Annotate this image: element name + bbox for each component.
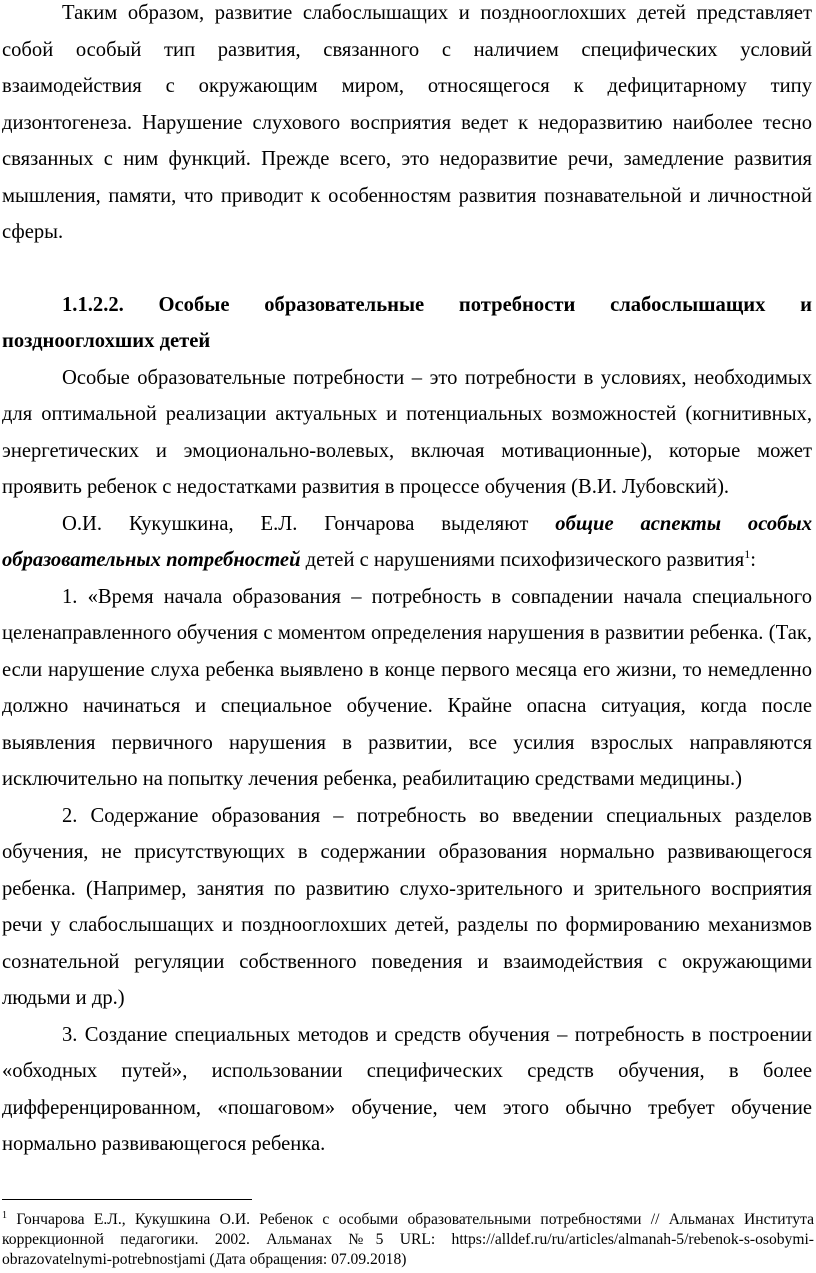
footnote [2, 1210, 814, 1270]
footnote-text: Гончарова Е.Л., Кукушкина О.И. Ребенок с особыми образовательными потребностями // Альманах Института коррекционной педагогики. 2002. Альманах №5 URL: https://alldef.ru/ru/articles/almanah-5/rebenok-s-osobymi-obrazovatelnymi-potrebnostjami (Дата обращения: 07.09.2018) [2, 1211, 814, 1268]
list-item-1: 1. «Время начала образования – потребность в совпадении начала специального целенаправленного обучения с моментом определения нарушения в развитии ребенка. (Так, если нарушение слуха ребенка выявлено в конце первого месяца его жизни, то немедленно должно начинаться и специальное обучение. Крайне опасна ситуация, когда после выявления первичного нарушения в развитии, все усилия взрослых направляются исключительно на попытку лечения ребенка, реабилитацию средствами медицины.) [2, 585, 812, 790]
footnote-mark: 1 [2, 1209, 7, 1221]
footnote-divider [2, 1199, 252, 1200]
list-item-3: 3. Создание специальных методов и средств обучения – потребность в построении «обходных путей», использовании специфических средств обучения, в более дифференцированном, «пошаговом» обучение, чем этого обычно требует обучение нормально развивающегося ребенка. [2, 1023, 812, 1155]
authors-text-before: О.И. Кукушкина, Е.Л. Гончарова выделяют [62, 512, 556, 535]
paragraph-intro: Таким образом, развитие слабослышащих и позднооглохших детей представляет собой особый тип развития, связанного с наличием специфических условий взаимодействия с окружающим миром, относящегося к дефицитарному типу дизонтогенеза. Нарушение слухового восприятия ведет к недоразвитию наиболее тесно связанных с ним функций. Прежде всего, это недоразвитие речи, замедление развития мышления, памяти, что приводит к особенностям развития познавательной и личностной сферы. [2, 2, 812, 243]
paragraph-gap [2, 251, 812, 287]
document-page [2, 0, 812, 1163]
authors-text-after: детей с нарушениями психофизического развития [300, 549, 745, 571]
authors-text-end: : [750, 549, 756, 571]
footnote-reference[interactable]: 1 [744, 547, 751, 562]
paragraph-authors [2, 506, 812, 579]
section-heading: 1.1.2.2. Особые образовательные потребности слабослышащих и позднооглохших детей [2, 293, 812, 352]
authors-emphasis: общие аспекты особых образовательных потребностей [2, 512, 812, 571]
paragraph-definition: Особые образовательные потребности – это потребности в условиях, необходимых для оптимальной реализации актуальных и потенциальных возможностей (когнитивных, энергетических и эмоционально-волевых, включая мотивационные), которые может проявить ребенок с недостатками развития в процессе обучения (В.И. Лубовский). [2, 366, 812, 498]
list-item-2: 2. Содержание образования – потребность во введении специальных разделов обучения, не присутствующих в содержании образования нормально развивающегося ребенка. (Например, занятия по развитию слухо-зрительного и зрительного восприятия речи у слабослышащих и позднооглохших детей, разделы по формированию механизмов сознательной регуляции собственного поведения и взаимодействия с окружающими людьми и др.) [2, 804, 812, 1009]
